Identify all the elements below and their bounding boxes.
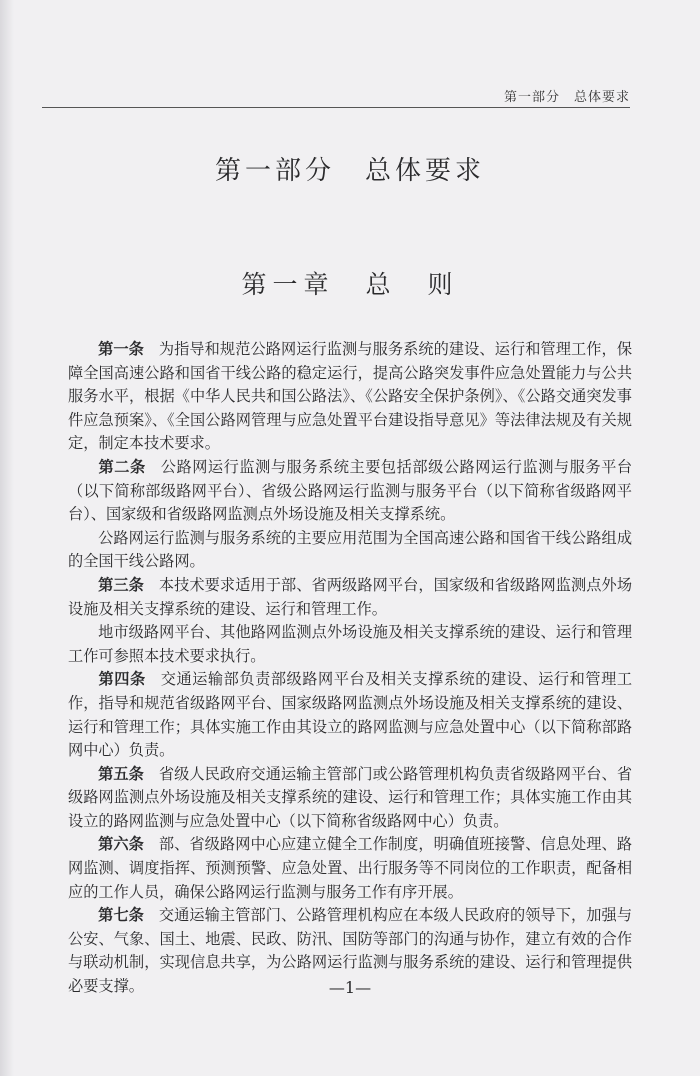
- article-label: 第一条: [98, 340, 144, 358]
- article-label: 第二条: [98, 457, 146, 476]
- article-label: 第五条: [98, 764, 144, 783]
- header-rule: [42, 107, 630, 108]
- article-text: 交通运输部负责部级路网平台及相关支撑系统的建设、运行和管理工作，指导和规范省级路网平台、国家级路网监测点外场设施及相关支撑系统的建设、运行和管理工作；具体实施工作由其设立的路网监测与应急处置中心（以下简称部路网中心）负责。: [68, 670, 633, 760]
- article-paragraph: [68, 833, 632, 904]
- article-label: 第四条: [98, 670, 146, 689]
- article-text: 部、省级路网中心应建立健全工作制度，明确值班接警、信息处理、路网监测、调度指挥、预测预警、应急处置、出行服务等不同岗位的工作职责，配备相应的工作人员，确保公路网运行监测与服务工作有序开展。: [68, 835, 633, 901]
- article-label: 第六条: [98, 835, 144, 854]
- article-paragraph: [68, 456, 632, 527]
- article-label: 第七条: [98, 906, 144, 925]
- article-text: 为指导和规范公路网运行监测与服务系统的建设、运行和管理工作，保障全国高速公路和国省干线公路的稳定运行，提高公路突发事件应急处置能力与公共服务水平，根据《中华人民共和国公路法》、《公路安全保护条例》、《公路交通突发事件应急预案》、《全国公路网管理与应急处置平台建设指导意见》等法律法规及有关规定，制定本技术要求。: [68, 340, 633, 453]
- article-text: 本技术要求适用于部、省两级路网平台，国家级和省级路网监测点外场设施及相关支撑系统的建设、运行和管理工作。: [68, 575, 633, 618]
- article-paragraph: [68, 621, 632, 668]
- article-paragraph: [68, 574, 632, 621]
- article-text: 省级人民政府交通运输主管部门或公路管理机构负责省级路网平台、省级路网监测点外场设施及相关支撑系统的建设、运行和管理工作；具体实施工作由其设立的路网监测与应急处置中心（以下简称省级路网中心）负责。: [68, 764, 633, 830]
- article-paragraph: [68, 527, 632, 574]
- part-title: 第一部分 总体要求: [214, 156, 485, 186]
- article-text: 交通运输主管部门、公路管理机构应在本级人民政府的领导下，加强与公安、气象、国土、地震、民政、防汛、国防等部门的沟通与协作，建立有效的合作与联动机制，实现信息共享，为公路网运行监测与服务系统的建设、运行和管理提供必要支撑。: [68, 906, 633, 996]
- article-paragraph: [68, 763, 632, 834]
- article-paragraph: [68, 338, 632, 456]
- article-label: 第三条: [98, 575, 144, 594]
- article-text: 公路网运行监测与服务系统的主要应用范围为全国高速公路和国省干线公路组成的全国干线公路网。: [68, 528, 632, 571]
- chapter-title: 第一章 总 则: [241, 270, 459, 299]
- running-head: 第一部分 总体要求: [503, 90, 630, 105]
- article-text: 地市级路网平台、其他路网监测点外场设施及相关支撑系统的建设、运行和管理工作可参照本技术要求执行。: [68, 623, 632, 665]
- document-body: [68, 338, 632, 999]
- article-text: 公路网运行监测与服务系统主要包括部级公路网运行监测与服务平台（以下简称部级路网平台）、省级公路网运行监测与服务平台（以下简称省级路网平台）、国家级和省级路网监测点外场设施及相关支撑系统。: [68, 457, 633, 524]
- article-paragraph: [68, 668, 632, 762]
- page-number: —1—: [328, 978, 372, 997]
